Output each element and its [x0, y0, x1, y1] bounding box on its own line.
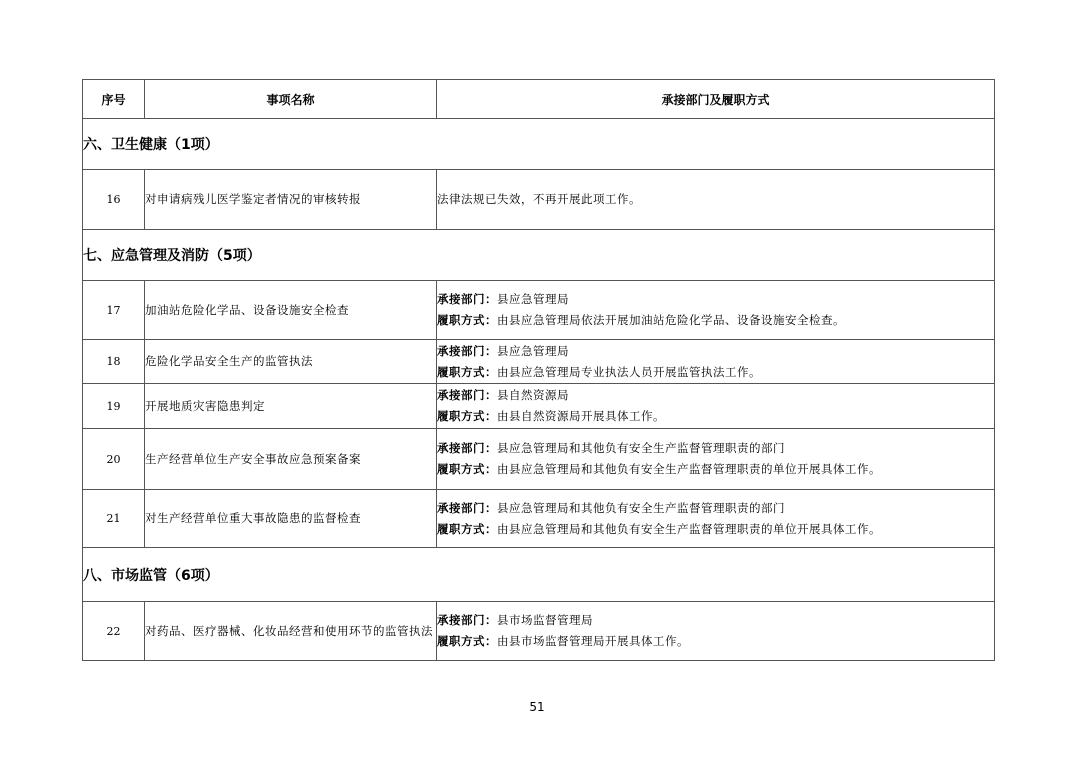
row-number: 18 [83, 340, 145, 384]
table-row [83, 281, 995, 340]
dept-value: 县市场监督管理局 [497, 613, 593, 627]
method-value: 由县应急管理局专业执法人员开展监管执法工作。 [497, 364, 761, 379]
table-row [83, 490, 995, 548]
item-name: 对药品、医疗器械、化妆品经营和使用环节的监管执法 [145, 602, 437, 661]
method-value: 由县自然资源局开展具体工作。 [497, 409, 665, 423]
section-title-market: 八、市场监管（6项） [83, 548, 995, 602]
dept-label: 承接部门： [437, 500, 497, 515]
method-label: 履职方式： [437, 521, 497, 536]
item-name: 加油站危险化学品、设备设施安全检查 [145, 281, 437, 340]
method-value: 由县应急管理局和其他负有安全生产监督管理职责的单位开展具体工作。 [497, 462, 881, 476]
method-value: 由县应急管理局和其他负有安全生产监督管理职责的单位开展具体工作。 [497, 521, 881, 536]
method-label: 履职方式： [437, 313, 497, 327]
row-number: 17 [83, 281, 145, 340]
table-header-row [83, 80, 995, 119]
item-name: 对生产经营单位重大事故隐患的监督检查 [145, 490, 437, 548]
item-responsibility [437, 384, 995, 429]
table-row [83, 384, 995, 429]
section-row [83, 548, 995, 602]
items-table [82, 79, 995, 661]
section-title-emergency: 七、应急管理及消防（5项） [83, 230, 995, 281]
dept-value: 县自然资源局 [497, 388, 569, 402]
item-responsibility [437, 340, 995, 384]
header-dept: 承接部门及履职方式 [437, 80, 995, 119]
dept-label: 承接部门： [437, 441, 497, 455]
section-row [83, 230, 995, 281]
method-label: 履职方式： [437, 462, 497, 476]
table-row [83, 170, 995, 230]
section-title-health: 六、卫生健康（1项） [83, 119, 995, 170]
dept-value: 县应急管理局和其他负有安全生产监督管理职责的部门 [497, 500, 785, 515]
header-name: 事项名称 [145, 80, 437, 119]
method-label: 履职方式： [437, 364, 497, 379]
item-responsibility [437, 490, 995, 548]
row-number: 21 [83, 490, 145, 548]
item-name: 开展地质灾害隐患判定 [145, 384, 437, 429]
method-label: 履职方式： [437, 409, 497, 423]
item-responsibility [437, 281, 995, 340]
method-label: 履职方式： [437, 634, 497, 648]
item-responsibility [437, 602, 995, 661]
dept-label: 承接部门： [437, 292, 497, 306]
method-value: 由县应急管理局依法开展加油站危险化学品、设备设施安全检查。 [497, 313, 845, 327]
row-number: 20 [83, 429, 145, 490]
method-value: 由县市场监督管理局开展具体工作。 [497, 634, 689, 648]
item-note: 法律法规已失效，不再开展此项工作。 [437, 170, 995, 230]
item-name: 对申请病残儿医学鉴定者情况的审核转报 [145, 170, 437, 230]
item-responsibility [437, 429, 995, 490]
item-name: 危险化学品安全生产的监管执法 [145, 340, 437, 384]
header-no: 序号 [83, 80, 145, 119]
page-number: 51 [529, 700, 545, 714]
dept-label: 承接部门： [437, 388, 497, 402]
dept-label: 承接部门： [437, 343, 497, 358]
table-row [83, 340, 995, 384]
table-row [83, 429, 995, 490]
table-row [83, 602, 995, 661]
dept-value: 县应急管理局和其他负有安全生产监督管理职责的部门 [497, 441, 785, 455]
section-row [83, 119, 995, 170]
item-name: 生产经营单位生产安全事故应急预案备案 [145, 429, 437, 490]
row-number: 19 [83, 384, 145, 429]
dept-value: 县应急管理局 [497, 292, 569, 306]
dept-label: 承接部门： [437, 613, 497, 627]
row-number: 16 [83, 170, 145, 230]
row-number: 22 [83, 602, 145, 661]
dept-value: 县应急管理局 [497, 343, 569, 358]
